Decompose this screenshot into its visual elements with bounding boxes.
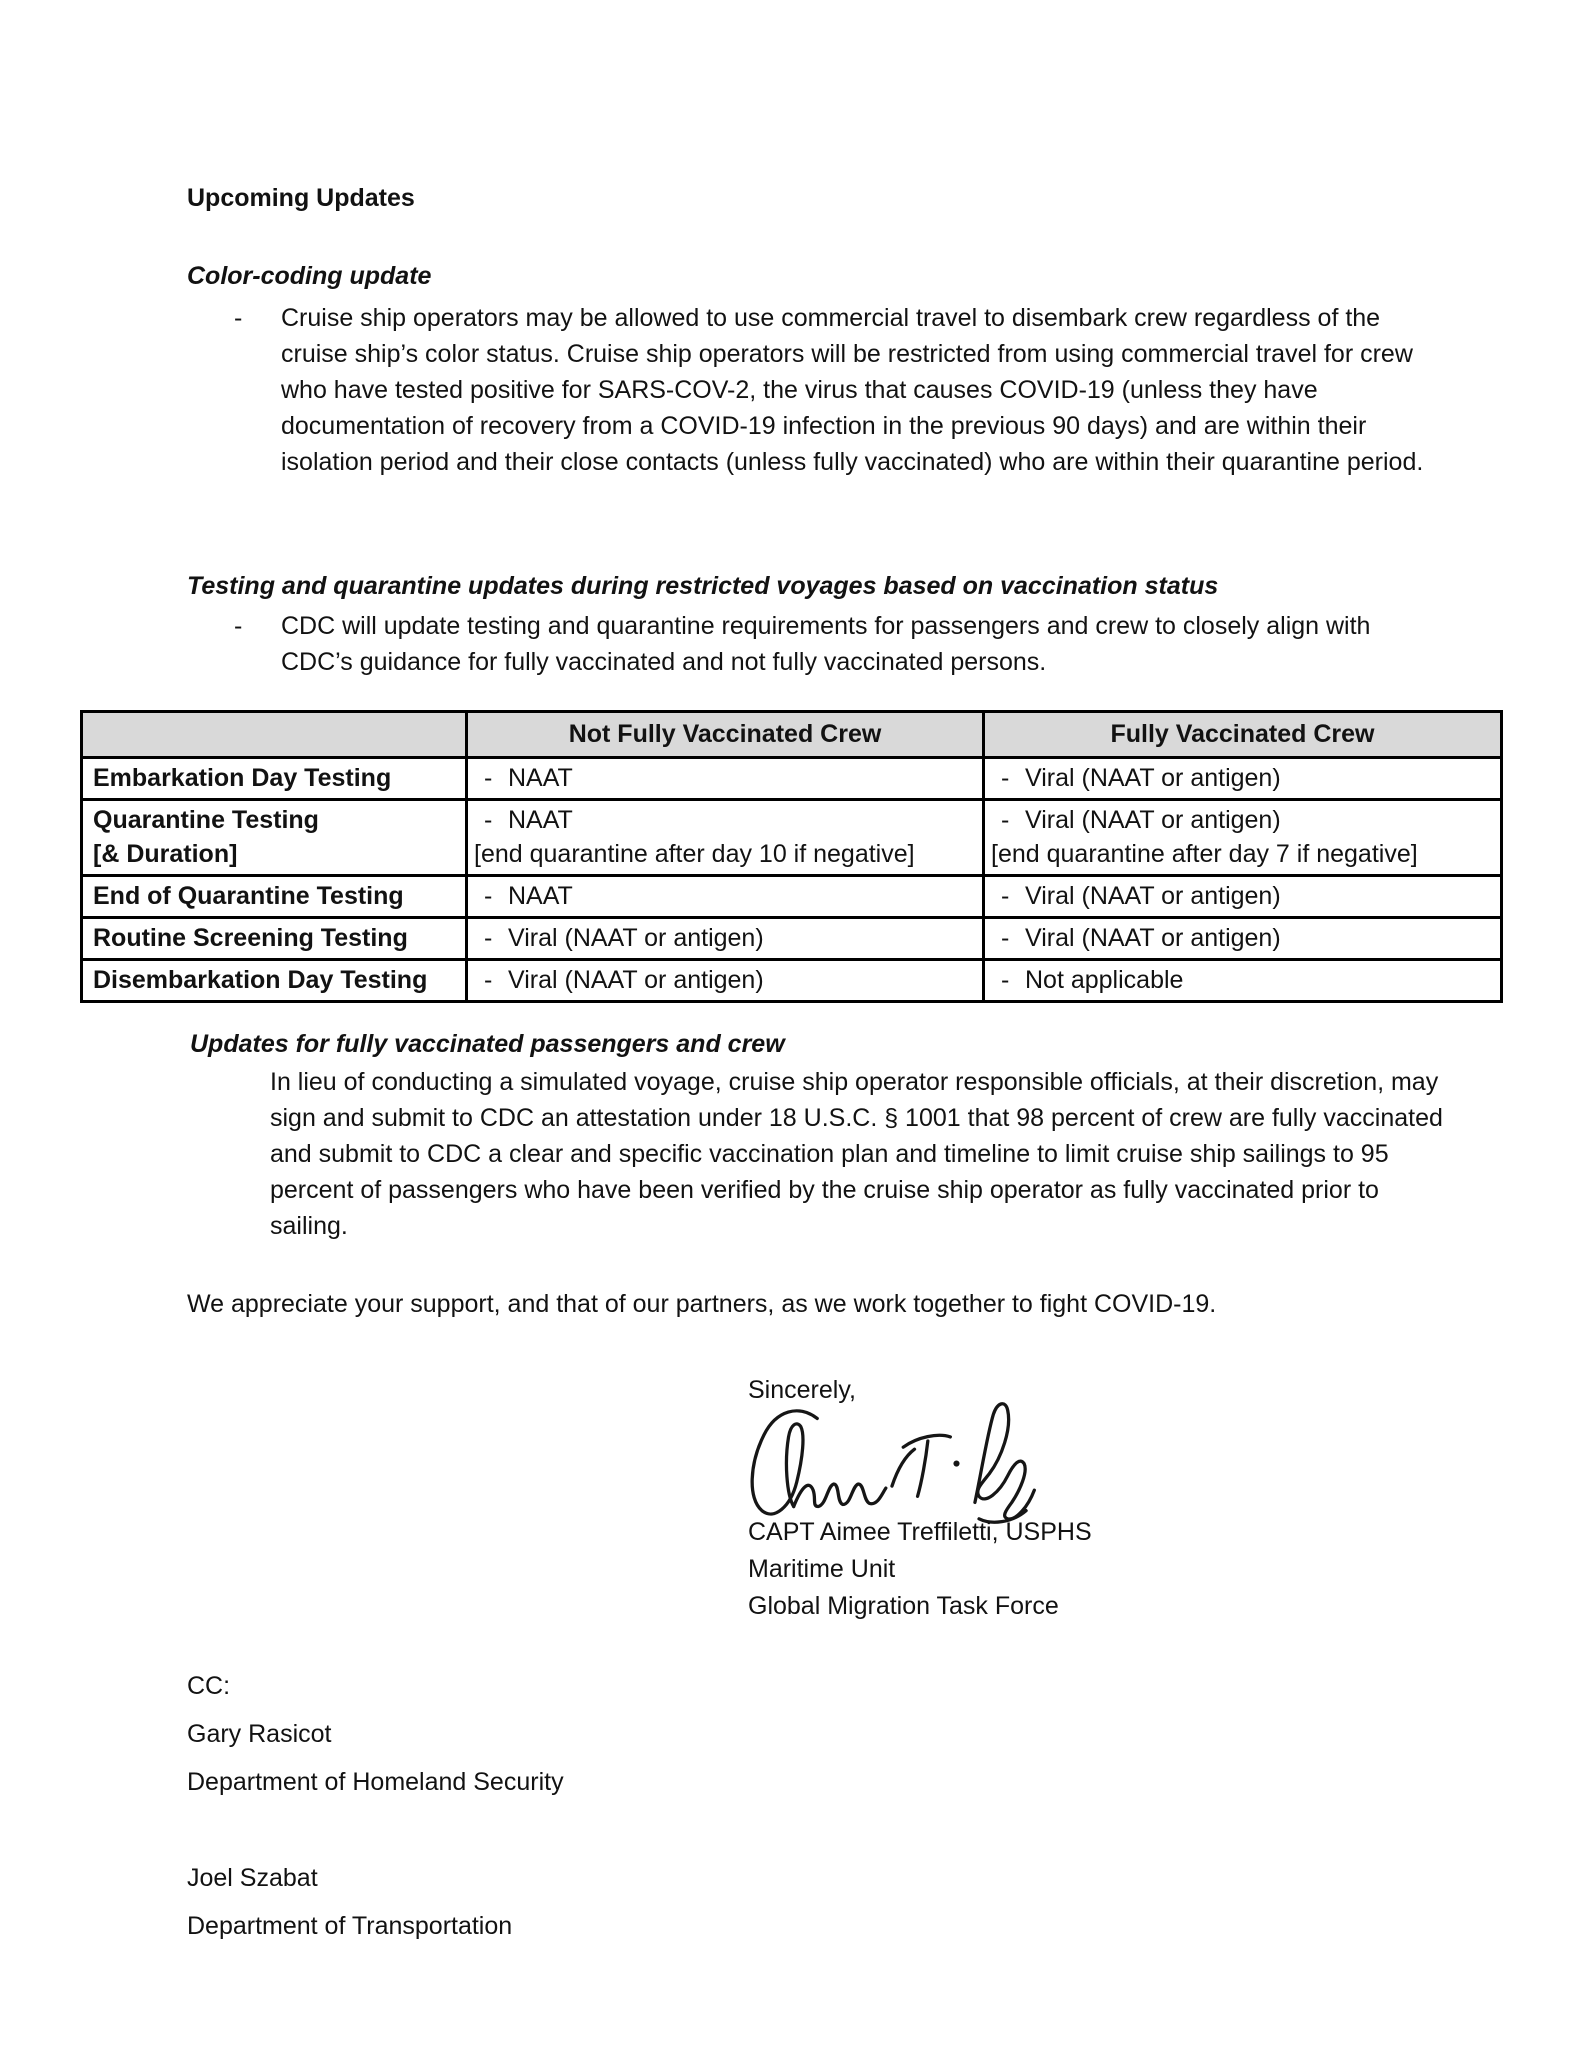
cell-value: - Viral (NAAT or antigen) (995, 803, 1490, 837)
cell-value: - NAAT (478, 803, 972, 837)
dash-marker: - (484, 806, 493, 834)
cell-value: - NAAT (478, 761, 972, 795)
row-label: Embarkation Day Testing (82, 758, 467, 800)
page-title: Upcoming Updates (187, 184, 415, 212)
cell-value: - Viral (NAAT or antigen) (478, 963, 972, 997)
signer-name: CAPT Aimee Treffiletti, USPHS (748, 1518, 1092, 1546)
cc-entry-name: Joel Szabat (187, 1864, 318, 1892)
signer-unit: Maritime Unit (748, 1555, 896, 1583)
dash-marker: - (1001, 764, 1010, 792)
cell-note: [end quarantine after day 10 if negative] (474, 840, 915, 868)
row-label: Quarantine Testing (93, 806, 319, 834)
bullet-color-coding (234, 300, 1446, 480)
signature-image (738, 1398, 1048, 1526)
section-heading-testing-updates: Testing and quarantine updates during restricted voyages based on vaccination status (187, 572, 1219, 600)
cc-entry-org: Department of Homeland Security (187, 1768, 564, 1796)
table-header-not-fully-vaccinated: Not Fully Vaccinated Crew (467, 712, 984, 758)
section-heading-vaccinated-updates: Updates for fully vaccinated passengers and crew (190, 1030, 785, 1058)
row-label: Disembarkation Day Testing (82, 960, 467, 1002)
row-label: End of Quarantine Testing (82, 876, 467, 918)
dash-marker: - (1001, 882, 1010, 910)
table-row-routine-screening (82, 918, 1502, 960)
cell-value: - Viral (NAAT or antigen) (995, 921, 1490, 955)
cell-value: - Viral (NAAT or antigen) (995, 879, 1490, 913)
support-line: We appreciate your support, and that of our partners, as we work together to fight COVID-19. (187, 1290, 1217, 1318)
cell-value: - Viral (NAAT or antigen) (478, 921, 972, 955)
salutation: Sincerely, (748, 1376, 856, 1404)
cc-entry-org: Department of Transportation (187, 1912, 513, 1940)
cell-value: - Viral (NAAT or antigen) (995, 761, 1490, 795)
row-label: Routine Screening Testing (82, 918, 467, 960)
table-header-empty (82, 712, 467, 758)
dash-marker: - (1001, 966, 1010, 994)
dash-marker: - (1001, 924, 1010, 952)
vaccinated-updates-paragraph: In lieu of conducting a simulated voyage, cruise ship operator responsible officials, at their discretion, may sign and submit to CDC an attestation under 18 U.S.C. § 1001 that 98 percent of crew are fully vaccinated and submit to CDC a clear and specific vaccination plan and timeline to limit cruise ship sailings to 95 percent of passengers who have been verified by the cruise ship operator as fully vaccinated prior to sailing. (270, 1068, 1443, 1240)
cell-note: [end quarantine after day 7 if negative] (991, 840, 1418, 868)
table-header-fully-vaccinated: Fully Vaccinated Crew (984, 712, 1502, 758)
bullet-testing-updates-text: CDC will update testing and quarantine requirements for passengers and crew to closely align with CDC’s guidance for fully vaccinated and not fully vaccinated persons. (281, 612, 1371, 676)
row-label-note: [& Duration] (93, 840, 238, 868)
cc-label: CC: (187, 1672, 231, 1700)
cell-value: - Not applicable (995, 963, 1490, 997)
table-header-row (82, 712, 1502, 758)
section-heading-color-coding: Color-coding update (187, 262, 432, 290)
bullet-color-coding-text: Cruise ship operators may be allowed to use commercial travel to disembark crew regardless of the cruise ship’s color status. Cruise ship operators will be restricted from using commercial travel for crew who have tested positive for SARS-COV-2, the virus that causes COVID-19 (unless they have documentation of recovery from a COVID-19 infection in the previous 90 days) and are within their isolation period and their close contacts (unless fully vaccinated) who are within their quarantine period. (281, 304, 1424, 476)
testing-requirements-table (80, 710, 1503, 1003)
table-row-disembarkation (82, 960, 1502, 1002)
table-row-embarkation (82, 758, 1502, 800)
cc-block (187, 1662, 564, 1950)
bullet-dash-marker: - (234, 304, 243, 332)
dash-marker: - (484, 882, 493, 910)
table-row-end-of-quarantine (82, 876, 1502, 918)
signer-org: Global Migration Task Force (748, 1592, 1059, 1620)
cc-gap (187, 1806, 564, 1854)
dash-marker: - (484, 924, 493, 952)
dash-marker: - (1001, 806, 1010, 834)
table-row-quarantine (82, 800, 1502, 876)
bullet-dash-marker: - (234, 612, 243, 640)
cc-entry-name: Gary Rasicot (187, 1720, 332, 1748)
dash-marker: - (484, 966, 493, 994)
signer-block (748, 1514, 1092, 1625)
bullet-testing-updates (234, 608, 1446, 680)
dash-marker: - (484, 764, 493, 792)
cell-value: - NAAT (478, 879, 972, 913)
